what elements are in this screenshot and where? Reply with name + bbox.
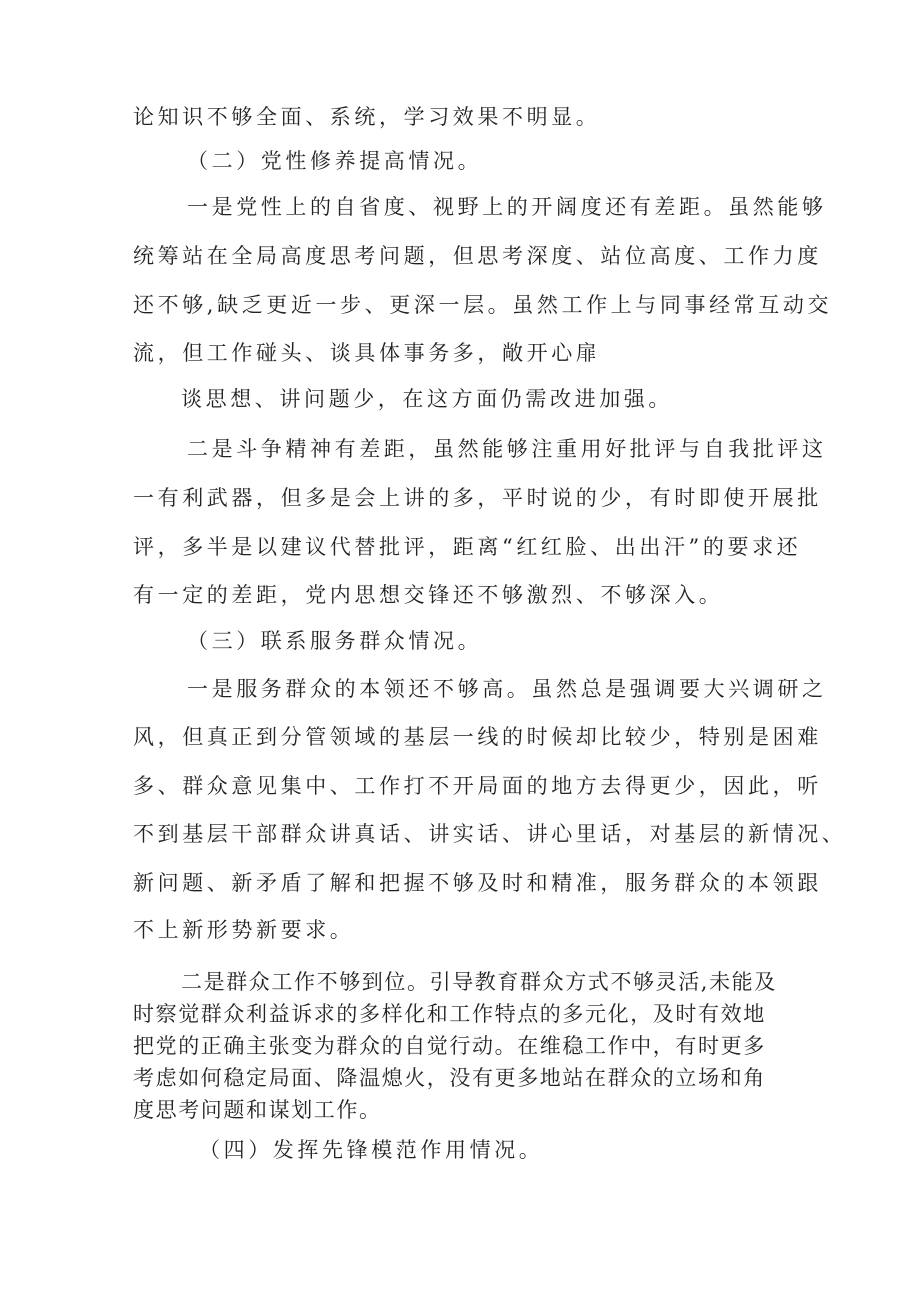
paragraph-line: 多、群众意见集中、工作打不开局面的地方去得更少，因此，听 bbox=[133, 774, 822, 798]
paragraph-line: 考虑如何稳定局面、降温熄火，没有更多地站在群众的立场和角 bbox=[133, 1066, 766, 1090]
section-heading: （四）发挥先锋模范作用情况。 bbox=[199, 1138, 544, 1162]
paragraph-line: 不到基层干部群众讲真话、讲实话、讲心里话，对基层的新情况、 bbox=[133, 822, 847, 846]
paragraph-line: 不上新形势新要求。 bbox=[133, 918, 355, 942]
paragraph-line: 一是党性上的自省度、视野上的开阔度还有差距。虽然能够 bbox=[187, 195, 827, 219]
paragraph-line: 一是服务群众的本领还不够高。虽然总是强调要大兴调研之 bbox=[187, 677, 827, 701]
paragraph-line: 新问题、新矛盾了解和把握不够及时和精准，服务群众的本领跟 bbox=[133, 871, 822, 895]
paragraph-line: 统筹站在全局高度思考问题，但思考深度、站位高度、工作力度 bbox=[133, 244, 822, 268]
paragraph-line: 谈思想、讲问题少，在这方面仍需改进加强。 bbox=[181, 387, 673, 411]
paragraph-line: 还不够,缺乏更近一步、更深一层。虽然工作上与同事经常互动交 bbox=[133, 293, 833, 317]
paragraph-line: 评，多半是以建议代替批评，距离“红红脸、出出汗”的要求还 bbox=[133, 535, 802, 559]
section-heading: （三）联系服务群众情况。 bbox=[187, 629, 483, 653]
paragraph-line: 一有利武器，但多是会上讲的多，平时说的少，有时即使开展批 bbox=[133, 486, 822, 510]
paragraph-line: 把党的正确主张变为群众的自觉行动。在维稳工作中，有时更多 bbox=[133, 1034, 766, 1058]
paragraph-line: 时察觉群众利益诉求的多样化和工作特点的多元化，及时有效地 bbox=[133, 1002, 766, 1026]
paragraph-line: 度思考问题和谋划工作。 bbox=[133, 1098, 382, 1122]
paragraph-line: 二是斗争精神有差距，虽然能够注重用好批评与自我批评这 bbox=[187, 437, 827, 461]
paragraph-line: 论知识不够全面、系统，学习效果不明显。 bbox=[133, 105, 601, 129]
paragraph-line: 风，但真正到分管领域的基层一线的时候却比较少，特别是困难 bbox=[133, 725, 822, 749]
paragraph-line: 有一定的差距，党内思想交锋还不够激烈、不够深入。 bbox=[133, 583, 724, 607]
paragraph-line: 流，但工作碰头、谈具体事务多，敞开心扉 bbox=[133, 341, 601, 365]
section-heading: （二）党性修养提高情况。 bbox=[187, 149, 483, 173]
paragraph-line: 二是群众工作不够到位。引导教育群众方式不够灵活,未能及 bbox=[181, 970, 777, 994]
